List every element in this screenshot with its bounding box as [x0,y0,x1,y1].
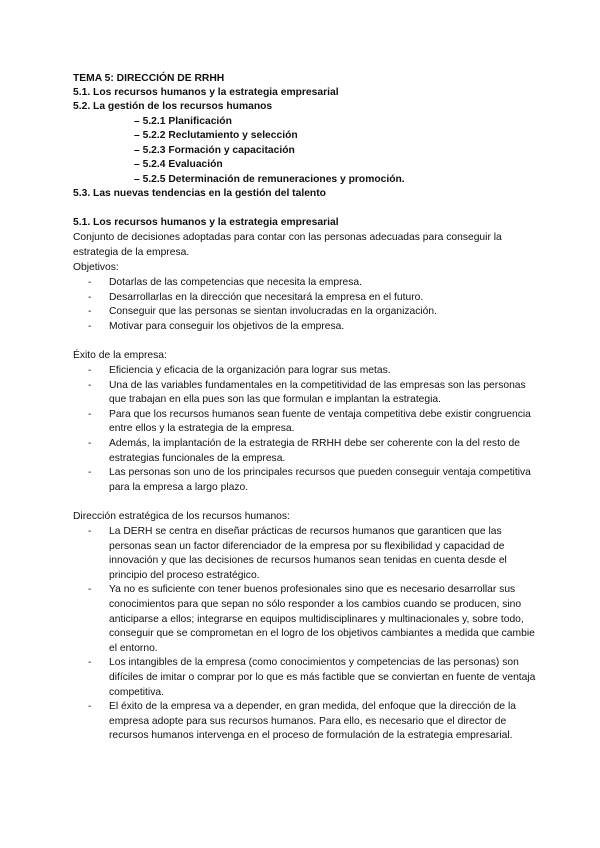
list-item [88,276,536,291]
list-item [88,305,536,320]
exito-list [88,364,536,495]
direccion-list [88,525,536,744]
toc-subitem: – 5.2.4 Evaluación [134,159,223,170]
section-heading: 5.1. Los recursos humanos y la estrategia empresarial [73,217,339,228]
list-item [88,583,536,656]
bullet-dash: - [88,584,92,596]
list-item [88,320,536,335]
list-item-text: Una de las variables fundamentales en la competitividad de las empresas son las personas que trabajan en ella pues son las que formulan e implantan la estrategia. [109,379,526,406]
toc-subitem: – 5.2.3 Formación y capacitación [134,145,295,156]
list-item-text: Conseguir que las personas se sientan involucradas en la organización. [109,306,437,318]
list-item-text: Además, la implantación de la estrategia de RRHH debe ser coherente con la del resto de estrategias funcionales de la empresa. [109,437,520,464]
list-item-text: Eficiencia y eficacia de la organización para lograr sus metas. [109,365,391,376]
objetivos-list [88,276,536,334]
list-item-text: Para que los recursos humanos sean fuente de ventaja competitiva debe existir congruencia entre ellos y la estrategia de la empresa. [109,408,531,435]
toc-subitem: – 5.2.5 Determinación de remuneraciones y promoción. [134,174,405,185]
bullet-dash: - [88,526,92,537]
list-item-text: La DERH se centra en diseñar prácticas de recursos humanos que garanticen que las personas sean un factor diferenciador de la empresa por su flexibilidad y capacidad de innovación y que las decisiones de recursos humanos sean tenidas en cuenta desde el principio del proceso estratégico. [109,526,507,581]
section-intro: Conjunto de decisiones adoptadas para contar con las personas adecuadas para conseguir la estrategia de la empresa. [73,232,502,258]
list-item [88,525,536,583]
direccion-label: Dirección estratégica de los recursos humanos: [73,511,290,522]
toc-item-5-3: 5.3. Las nuevas tendencias en la gestión del talento [73,188,326,199]
list-item-text: Los intangibles de la empresa (como conocimientos y competencias de las personas) son difíciles de imitar o comprar por lo que es más factible que se conviertan en fuente de ventaja competitiva. [109,657,536,698]
list-item [88,700,536,744]
list-item [88,379,536,408]
bullet-dash: - [88,437,92,449]
bullet-dash: - [88,657,92,669]
bullet-dash: - [88,365,92,376]
bullet-dash: - [88,320,92,332]
list-item-text: Dotarlas de las competencias que necesita la empresa. [109,277,362,288]
bullet-dash: - [88,701,92,713]
list-item [88,364,536,379]
list-item [88,408,536,437]
list-item-text: Motivar para conseguir los objetivos de la empresa. [109,320,345,332]
bullet-dash: - [88,379,92,391]
bullet-dash: - [88,408,92,420]
bullet-dash: - [88,291,92,303]
bullet-dash: - [88,277,92,288]
list-item [88,437,536,466]
list-item-text: Desarrollarlas en la dirección que necesitará la empresa en el futuro. [109,291,424,303]
toc-item-5-2: 5.2. La gestión de los recursos humanos [73,101,273,112]
objetivos-label: Objetivos: [73,262,119,273]
document-title: TEMA 5: DIRECCIÓN DE RRHH [73,73,225,84]
list-item-text: Ya no es suficiente con tener buenos profesionales sino que es necesario desarrollar sus conocimientos para que sepan no sólo responder a los cambios cuando se producen, sino anticiparse a ellos; integrarse en equipos multidisciplinares y multinacionales y, sobre todo, conseguir que se comprometan en el logro de los objetivos cambiantes a medida que cambie el entorno. [109,584,535,654]
toc-subitem: – 5.2.2 Reclutamiento y selección [134,130,298,141]
toc-item-5-1: 5.1. Los recursos humanos y la estrategia empresarial [73,87,339,98]
bullet-dash: - [88,467,92,479]
toc-subitem: – 5.2.1 Planificación [134,116,232,127]
list-item-text: Las personas son uno de los principales recursos que pueden conseguir ventaja competitiva para la empresa a largo plazo. [109,467,531,493]
list-item [88,656,536,700]
list-item [88,466,536,495]
list-item [88,291,536,306]
exito-label: Éxito de la empresa: [73,350,167,361]
bullet-dash: - [88,306,92,318]
list-item-text: El éxito de la empresa va a depender, en gran medida, del enfoque que la dirección de la empresa adopte para sus recursos humanos. Para ello, es necesario que el director de recursos humanos intervenga en el proceso de formulación de la estrategia empresarial. [109,701,517,742]
